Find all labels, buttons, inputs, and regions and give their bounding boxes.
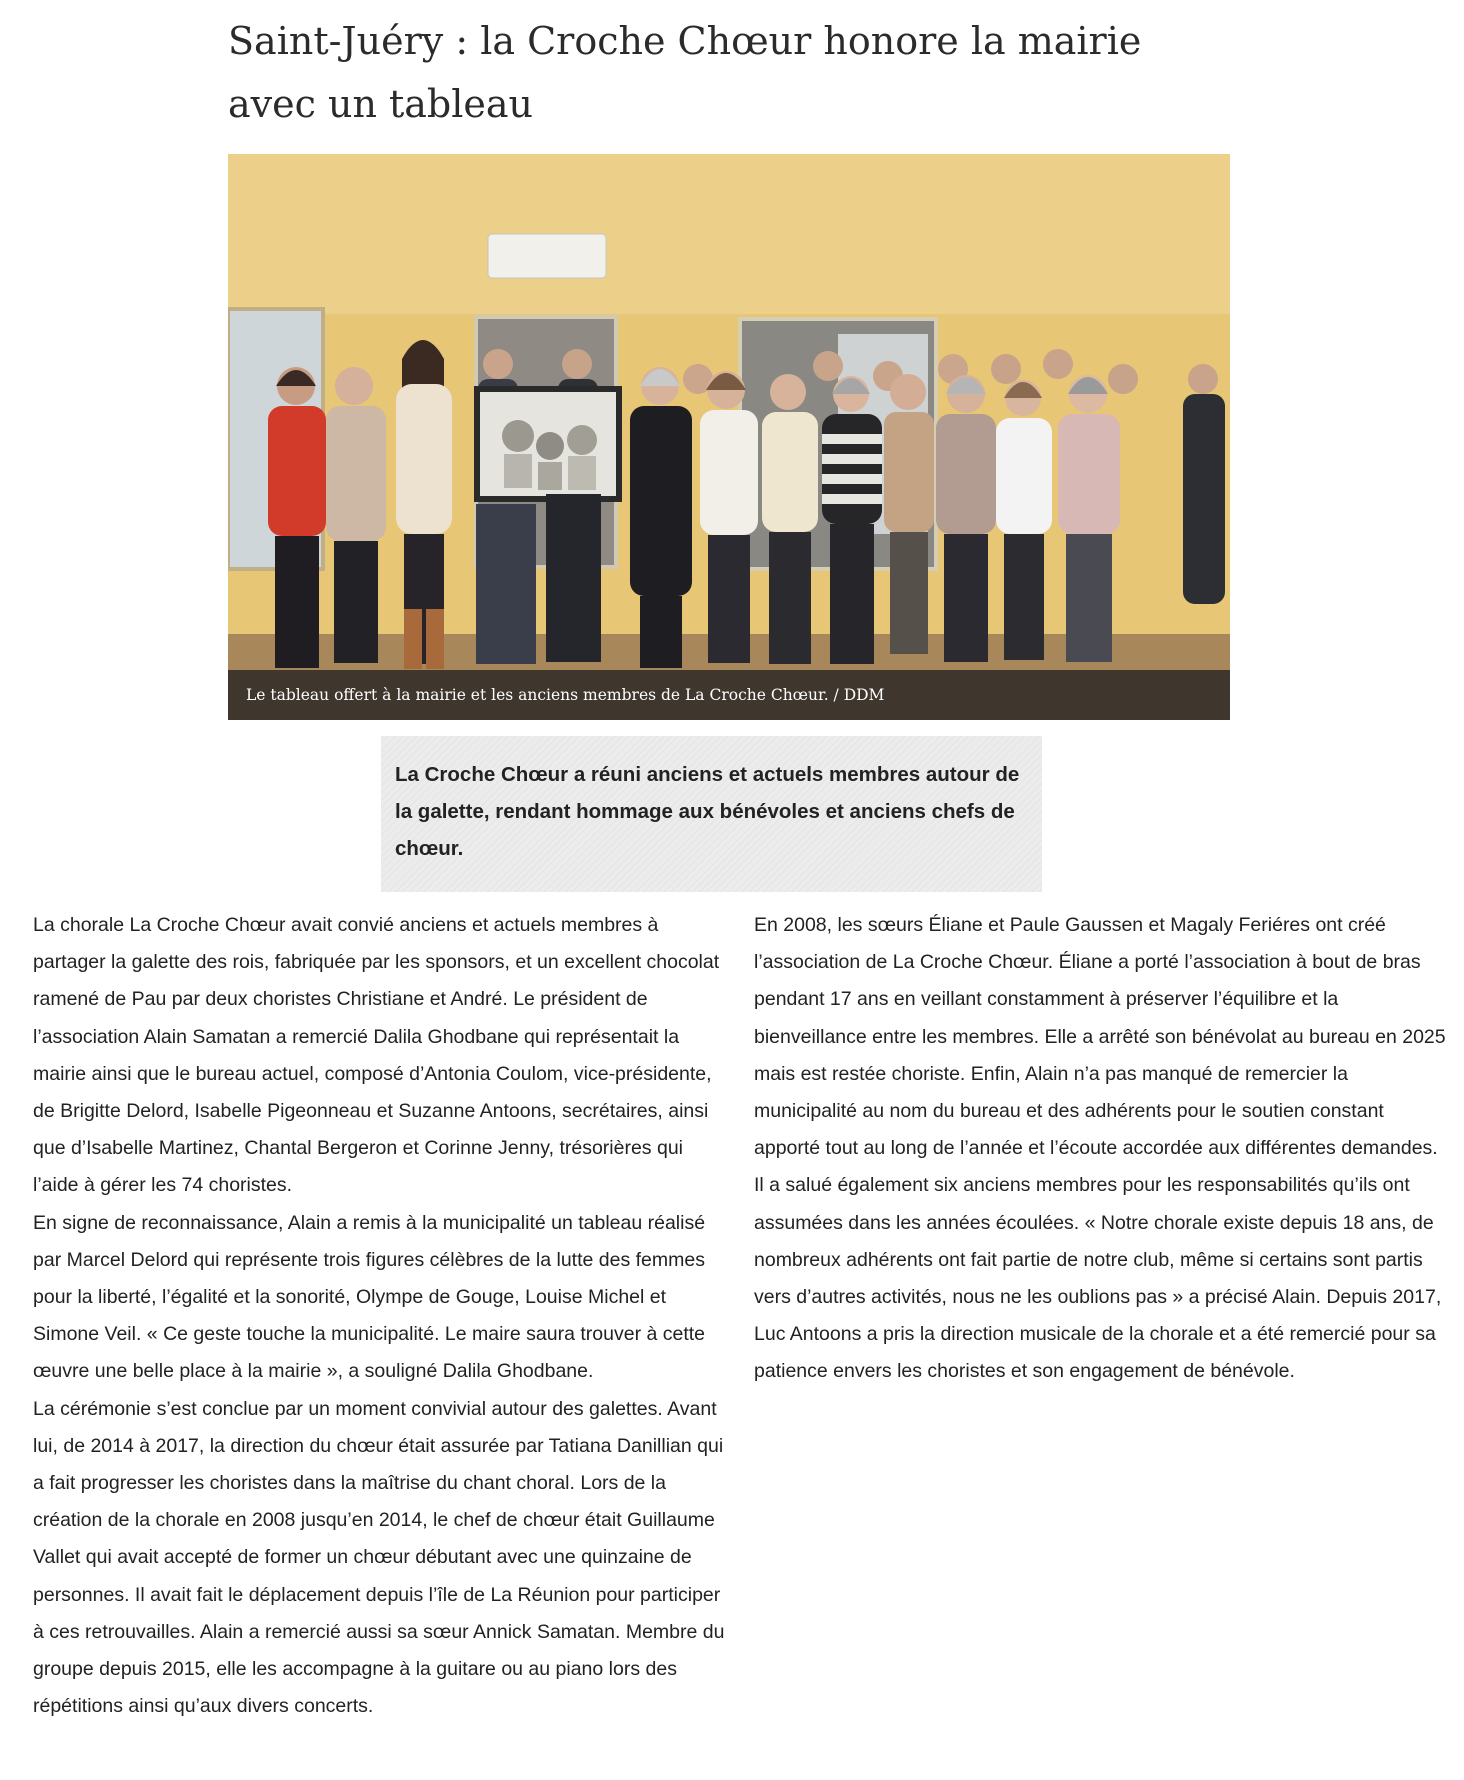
photo-caption: Le tableau offert à la mairie et les anciens membres de La Croche Chœur. / DDM [228, 670, 1230, 720]
body-paragraph: La chorale La Croche Chœur avait convié anciens et actuels membres à partager la galette des rois, fabriquée par les sponsors, et un excellent chocolat ramené de Pau par deux choristes Christiane et André. Le président de l’association Alain Samatan a remercié Dalila Ghodbane qui représentait la mairie ainsi que le bureau actuel, composé d’Antonia Coulom, vice-présidente, de Brigitte Delord, Isabelle Pigeonneau et Suzanne Antoons, secrétaires, ainsi que d’Isabelle Martinez, Chantal Bergeron et Corinne Jenny, trésorières qui l’aide à gérer les 74 choristes. [33, 914, 720, 1197]
photo-air-conditioner [488, 234, 606, 278]
body-paragraph: En 2008, les sœurs Éliane et Paule Gaussen et Magaly Feriéres ont créé l’association de La Croche Chœur. Éliane a porté l’association à bout de bras pendant 17 ans en veillant constamment à préserver l’équilibre et la bienveillance entre les membres. Elle a arrêté son bénévolat au bureau en 2025 mais est restée choriste. Enfin, Alain n’a pas manqué de remercier la municipalité au nom du bureau et des adhérents pour le soutien constant apporté tout au long de l’année et l’écoute accordée aux différentes demandes. [754, 914, 1446, 1160]
body-paragraph: La cérémonie s’est conclue par un moment convivial autour des galettes. Avant lui, de 2014 à 2017, la direction du chœur était assurée par Tatiana Danillian qui a fait progresser les choristes dans la maîtrise du chant choral. Lors de la création de la chorale en 2008 jusqu’en 2014, le chef de chœur était Guillaume Vallet qui avait accepté de former un chœur débutant avec une quinzaine de personnes. Il avait fait le déplacement depuis l’île de La Réunion pour participer à ces retrouvailles. Alain a remercié aussi sa sœur Annick Samatan. Membre du groupe depuis 2015, elle les accompagne à la guitare ou au piano lors des répétitions ainsi qu’aux divers concerts. [33, 1397, 725, 1718]
article-body-left [33, 907, 733, 1725]
body-paragraph: Il a salué également six anciens membres pour les responsabilités qu’ils ont assumées dans les années écoulées. « Notre chorale existe depuis 18 ans, de nombreux adhérents ont fait partie de notre club, même si certains sont partis vers d’autres activités, nous ne les oublions pas » a précisé Alain. Depuis 2017, Luc Antoons a pris la direction musicale de la chorale et a été remercié pour sa patience envers les choristes et son engagement de bénévole. [754, 1174, 1442, 1383]
article-lead: La Croche Chœur a réuni anciens et actuels membres autour de la galette, rendant hommage aux bénévoles et anciens chefs de chœur. [381, 736, 1042, 892]
article-body-right [754, 907, 1454, 1391]
photo-framed-drawing [474, 386, 622, 502]
group-photo-illustration [228, 154, 1230, 720]
article-photo [228, 154, 1230, 720]
article-title: Saint-Juéry : la Croche Chœur honore la mairie avec un tableau [228, 19, 1142, 126]
body-paragraph: En signe de reconnaissance, Alain a remis à la municipalité un tableau réalisé par Marcel Delord qui représente trois figures célèbres de la lutte des femmes pour la liberté, l’égalité et la sonorité, Olympe de Gouge, Louise Michel et Simone Veil. « Ce geste touche la municipalité. Le maire saura trouver à cette œuvre une belle place à la mairie », a souligné Dalila Ghodbane. [33, 1211, 706, 1383]
